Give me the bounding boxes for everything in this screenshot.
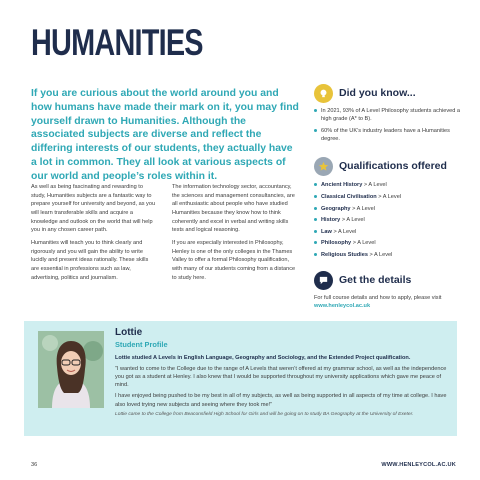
subject-name: Religious Studies xyxy=(321,252,368,259)
body-paragraph: Humanities will teach you to think clearly and rigorously and you will gain the ability to write lucidly and present ideas rationally. These skills are essential in professions such as law, advertising, politics and journalism. xyxy=(31,239,149,281)
intro-paragraph: If you are curious about the world around you and how humans have made their mark on it, you may find yourself drawn to Humanities. Although the associated subjects are diverse and reflect the differing interests of our students, they actually have a lot in common. They all look at various aspects of our world and people’s roles within it. xyxy=(31,88,299,182)
list-item: In 2021, 93% of A Level Philosophy students achieved a high grade (A* to B). xyxy=(314,107,464,123)
list-item: 60% of the UK’s industry leaders have a Humanities degree. xyxy=(314,127,464,143)
list-item xyxy=(314,228,464,236)
subject-level: > A Level xyxy=(350,205,375,212)
subject-name: Geography xyxy=(321,205,351,212)
page-number: 36 xyxy=(31,462,38,468)
details-text: For full course details and how to apply, please visit xyxy=(314,295,442,302)
student-profile-panel xyxy=(24,321,457,436)
student-photo xyxy=(38,331,104,408)
profile-quote: I have enjoyed being pushed to be my best in all of my subjects, as well as being supported in all aspects of my time at college. I have also loved trying new subjects and seeing where they took me!” xyxy=(115,393,447,408)
qualifications-title: Qualifications offered xyxy=(339,160,447,173)
page-title: HUMANITIES xyxy=(31,22,203,63)
medal-icon xyxy=(314,157,333,176)
subject-name: History xyxy=(321,217,341,224)
body-paragraph: The information technology sector, accountancy, the sciences and management consultancies, are all enthusiastic about people who have studied Humanities because they know how to think coherently and excel in verbal and writing skills tests and logical reasoning. xyxy=(172,184,295,234)
list-item xyxy=(314,181,464,189)
lightbulb-icon xyxy=(314,84,333,103)
subject-level: > A Level xyxy=(351,240,376,247)
list-item xyxy=(314,216,464,224)
qualifications-header xyxy=(314,157,464,175)
profile-quote: “I wanted to come to the College due to the range of A Levels that weren’t offered at my grammar school, as well as the independence you got as a student at Henley. I also knew that I would be supported throughout my university applications which gave me peace of mind. xyxy=(115,366,447,389)
get-details-header xyxy=(314,271,464,289)
profile-lead: Lottie studied A Levels in English Language, Geography and Sociology, and the Extended Project qualification. xyxy=(115,355,411,361)
sidebar xyxy=(314,84,464,310)
subject-level: > A Level xyxy=(340,217,365,224)
list-item xyxy=(314,239,464,247)
get-details-text xyxy=(314,294,464,310)
profile-name: Lottie xyxy=(115,327,143,338)
subject-level: > A Level xyxy=(367,252,393,259)
subject-level: > A Level xyxy=(362,182,387,189)
subject-level: > A Level xyxy=(376,194,402,201)
subject-name: Ancient History xyxy=(321,182,363,189)
subject-level: > A Level xyxy=(331,228,357,235)
facts-list xyxy=(314,107,464,143)
footer-url[interactable]: WWW.HENLEYCOL.AC.UK xyxy=(381,462,456,468)
profile-role: Student Profile xyxy=(115,340,168,349)
subject-name: Law xyxy=(321,228,332,235)
profile-text xyxy=(115,327,450,419)
profile-note: Lottie came to the College from Beaconsfield High School for Girls and will be going on to study BA Geography at the University of Exeter. xyxy=(115,411,414,417)
website-link[interactable]: www.henleycol.ac.uk xyxy=(314,303,371,310)
list-item xyxy=(314,205,464,213)
list-item xyxy=(314,251,464,259)
speech-bubble-icon xyxy=(314,271,333,290)
body-paragraph: If you are especially interested in Philosophy, Henley is one of the only colleges in the Thames Valley to offer a formal Philosophy qualification, with many of our students coming from a distance to study here. xyxy=(172,239,296,281)
list-item xyxy=(314,193,464,201)
body-paragraph: As well as being fascinating and rewarding to study, Humanities subjects are a fantastic way to prepare yourself for university and beyond, as you will learn transferable skills and acquire a knowledge and outlook on the world that will help you in any chosen career path. xyxy=(31,184,156,234)
subject-name: Philosophy xyxy=(321,240,352,247)
get-details-title: Get the details xyxy=(339,274,412,287)
did-you-know-header xyxy=(314,84,464,102)
body-column-2 xyxy=(172,183,297,286)
did-you-know-title: Did you know... xyxy=(339,87,416,99)
qualifications-list xyxy=(314,181,464,259)
subject-name: Classical Civilisation xyxy=(321,194,377,201)
body-column-1 xyxy=(31,183,156,286)
